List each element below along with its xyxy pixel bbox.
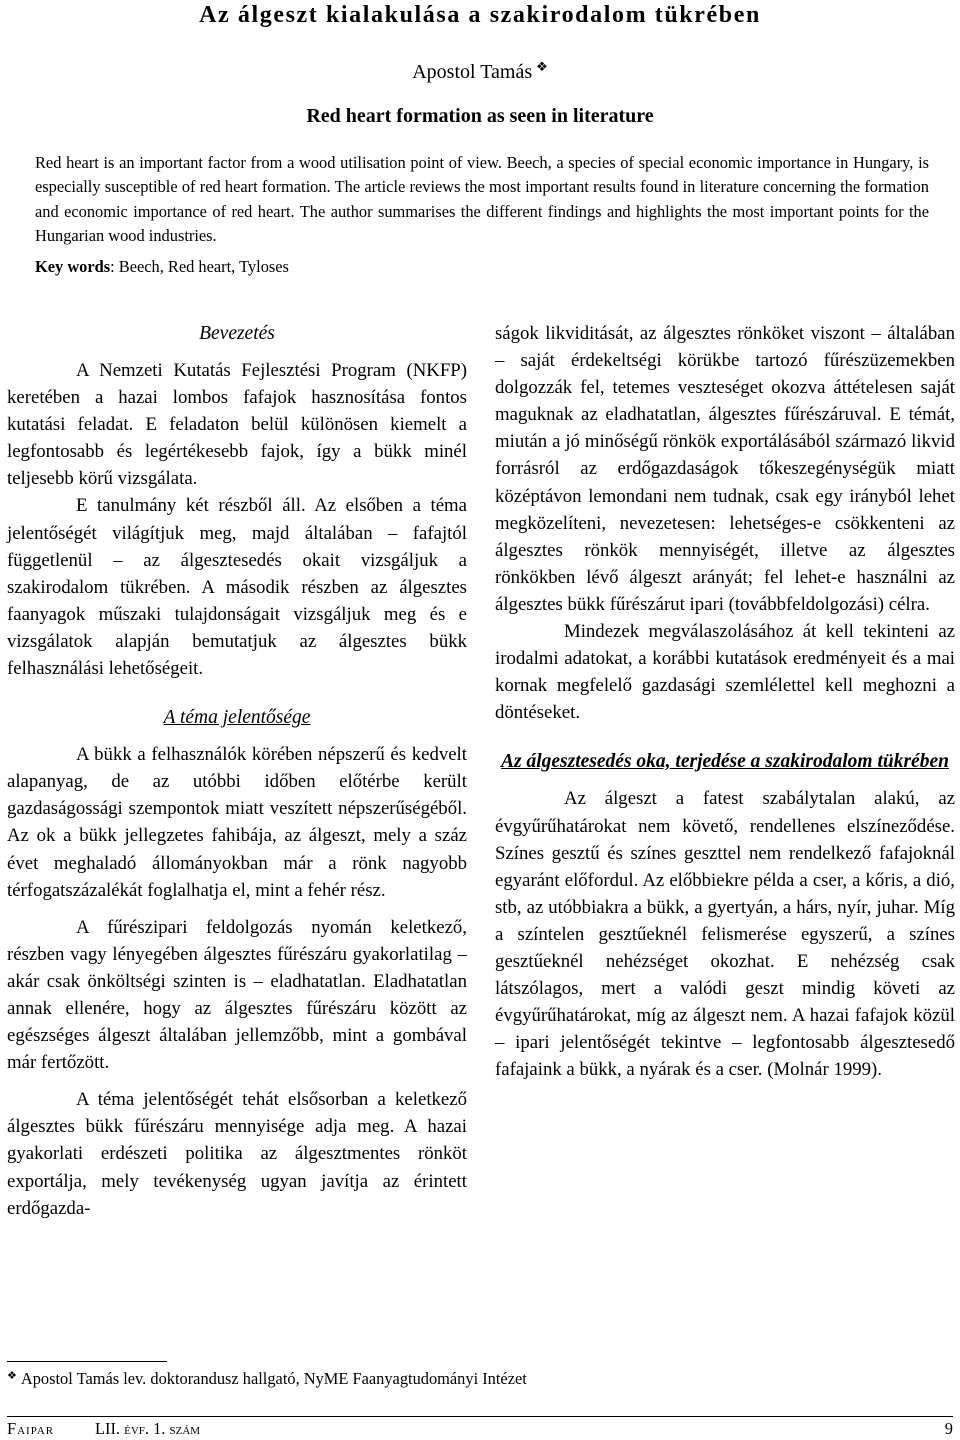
paragraph: A bükk a felhasználók körében népszerű és kedvelt alapanyag, de az utóbbi időben előtérbe került gazdaságossági szempontok miatt veszített népszerűségéből. Az ok a bükk jellegzetes fahibája, az álgeszt, mely a száz évet meghaladó állományokban már a rönk nagyobb térfogatszázalékát foglalhatja el, mint a fehér rész. [7, 744, 467, 901]
spacer [495, 726, 955, 748]
paragraph: Az álgeszt a fatest szabálytalan alakú, az évgyűrűhatárokat nem követő, rendellenes elszíneződése. Színes gesztű és színes geszttel nem rendelkező fafajoknál egyaránt előfordul. Az előbbiekre példa a cser, a kőris, a dió, stb, az utóbbiakra a bükk, a gyertyán, a hárs, nyír, juhar. Míg a színtelen gesztűeknél felismerése egyszerű, a színes gesztűeknél nehézséget okozhat. E nehézség csak látszólagos, mert a valódi geszt mindig követi az évgyűrűhatárokat, míg az álgeszt nem. A hazai fafajok közül – ipari jelentőségét tekintve – legfontosabb álgesztesedő fafajaink a bükk, a nyárak és a cser. (Molnár 1999). [495, 788, 955, 1081]
paragraph: ságok likviditását, az álgesztes rönköket viszont – általában – saját érdekeltségi körükbe tartozó fűrészüzemekben dolgozzák fel, tetemes veszteséget okozva áttételesen saját maguknak az eladhatatlan, álgesztes fűrészáruval. E témát, miután a jó minőségű rönkök exportálásából származó likvid forrásról az erdőgazdaságok tőkeszegénységük miatt középtávon lemondani nem tudnak, csak egy irányból lehet megközelíteni, nevezetesen: lehetséges-e csökkenteni az álgesztes rönkök mennyiségét, illetve az álgesztes rönkökben lévő álgeszt arányát; fel lehet-e használni az álgesztes bükk fűrészárut ipari (továbbfeldolgozási) célra. [495, 323, 955, 615]
paragraph: A fűrészipari feldolgozás nyomán keletkező, részben vagy lényegében álgesztes fűrészáru gyakorlatilag – akár csak önköltségi szinten is – eladhatatlan. Eladhatatlan annak ellenére, hogy az álgesztes fűrészáru között az egészséges álgeszt általában jellemzőbb, mint a gombával már fertőzött. [7, 916, 467, 1074]
spacer [7, 682, 467, 704]
footer-divider [7, 1416, 953, 1417]
spacer [7, 731, 467, 741]
spacer [7, 1076, 467, 1086]
paragraph: E tanulmány két részből áll. Az elsőben a téma jelentőségét világítjuk meg, majd általában – fafajtól függetlenül – az álgesztesedés okait vizsgáljuk a szakirodalom tükrében. A második részben az álgesztes faanyagok műszaki tulajdonságait vizsgáljuk meg és e vizsgálatok alapján bemutatjuk az álgesztes bükk felhasználási lehetőségeit. [7, 495, 467, 680]
right-column [495, 320, 955, 1083]
spacer [7, 904, 467, 914]
section-heading-introduction: Bevezetés [199, 323, 275, 344]
paper-title: Az álgeszt kialakulása a szakirodalom tükrében [199, 2, 761, 28]
page-footer [7, 1418, 953, 1440]
left-column [7, 320, 467, 1222]
footnote-marker-icon: ❖ [7, 1370, 17, 1382]
author-name: Apostol Tamás [412, 61, 533, 83]
issue-label: LII. évf. 1. szám [95, 1419, 201, 1438]
abstract: Red heart is an important factor from a wood utilisation point of view. Beech, a species of special economic importance in Hungary, is especially susceptible of red heart formation. The article reviews the most important results found in literature concerning the formation and economic importance of red heart. The author summarises the different findings and highlights the most important points for the Hungarian wood industries. [35, 153, 929, 246]
author-line [0, 54, 960, 85]
footnote-marker-icon: ❖ [536, 59, 548, 74]
keywords-label: Key words [35, 257, 111, 276]
spacer [495, 775, 955, 785]
paragraph: Mindezek megválaszolásához át kell tekinteni az irodalmi adatokat, a korábbi kutatások eredményeit és a mai kornak megfelelő gazdasági szemlélettel kell meghozni a döntéseket. [495, 621, 955, 724]
english-title: Red heart formation as seen in literature [306, 105, 654, 127]
journal-name: Faipar [7, 1419, 55, 1438]
keywords [35, 255, 929, 279]
page-number: 9 [944, 1419, 953, 1438]
spacer [7, 347, 467, 357]
paragraph: A téma jelentőségét tehát elsősorban a keletkező álgesztes bükk fűrészáru mennyisége adja meg. A hazai gyakorlati erdészeti politika az álgesztmentes rönköt exportálja, mely tevékenység ugyan javítja az érintett erdőgazda- [7, 1089, 467, 1219]
section-heading-significance: A téma jelentősége [163, 707, 311, 729]
footnote-divider [7, 1361, 167, 1362]
footnote [7, 1364, 707, 1391]
footnote-text: Apostol Tamás lev. doktorandusz hallgató, NyME Faanyagtudományi Intézet [20, 1369, 527, 1388]
paragraph: A Nemzeti Kutatás Fejlesztési Program (NKFP) keretében a hazai lombos fafajok hasznosítása fontos kutatási feladat. E feladaton belül különösen kiemelt a legfontosabb és legértékesebb fajok, így a bükk minél teljesebb körű vizsgálata. [7, 360, 467, 490]
section-heading-causes: Az álgesztesedés oka, terjedése a szakirodalom tükrében [501, 751, 949, 773]
keywords-list: : Beech, Red heart, Tyloses [110, 257, 289, 276]
